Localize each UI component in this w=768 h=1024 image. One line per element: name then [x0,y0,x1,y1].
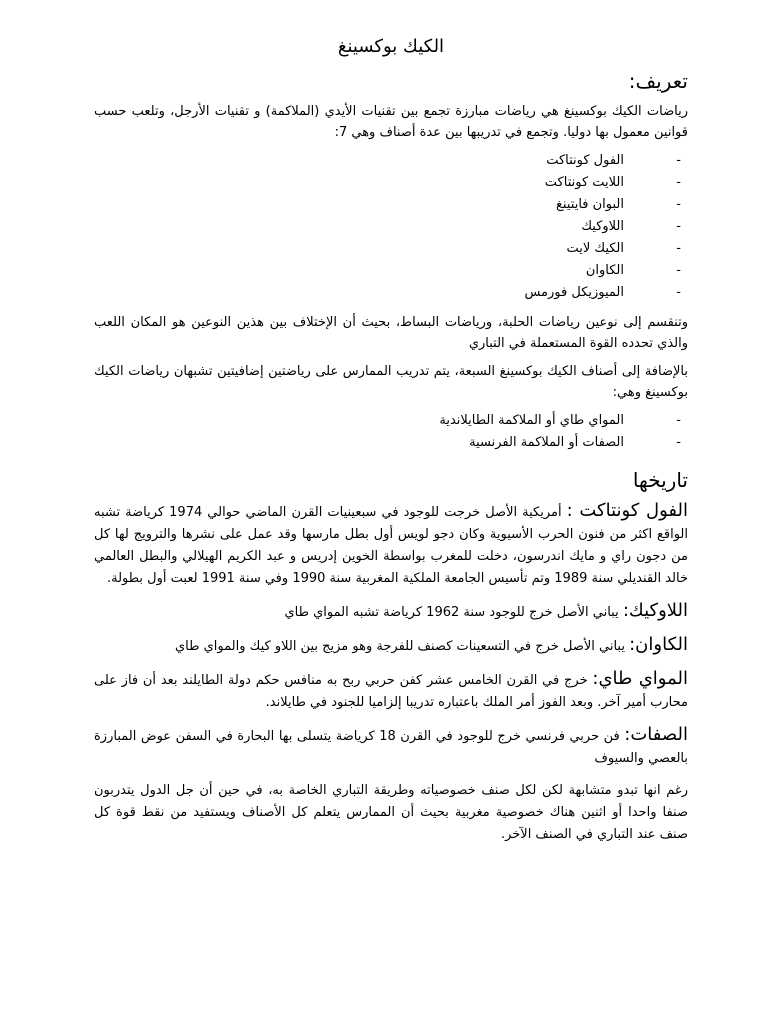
history-text: أمريكية الأصل خرجت للوجود في سبعينيات القرن الماضي حوالي 1974 كرياضة تشبه الواقع اكثر من فنون الحرب الأسيوية وكان دجو لويس أول بطل مارسها وقد عمل على نشرها والترويج لها كل من دجون راي و مايك اندرسون، دخلت للمغرب بواسطة الخوين إدريس و عبد الكريم الهيلالي والبطل العالمي خالد القنديلي سنة 1989 وتم تأسيس الجامعة الملكية المغربية سنة 1990 وفي سنة 1991 لعبت أول بطولة. [94,505,688,586]
history-text: يباني الأصل خرج للوجود سنة 1962 كرياضة تشبه المواي طاي [284,605,619,620]
history-text: فن حربي فرنسي خرج للوجود في القرن 18 كرياضة يتسلى بها البحارة في السفن عوض المبارزة بالعصي والسيوف [94,729,688,766]
history-entry [94,600,688,624]
types-list [94,150,688,304]
history-section [94,500,688,846]
list-item: - المواي طاي أو الملاكمة الطايلاندية [94,410,624,432]
history-term: الفول كونتاكت : [566,500,688,521]
extras-paragraph: بالإضافة إلى أصناف الكيك بوكسينغ السبعة، يتم تدريب الممارس على رياضتين إضافيتين تشبهان رياضات الكيك بوكسينغ وهي: [94,364,688,400]
history-entry [94,668,688,714]
list-item: - الكيك لايت [94,238,624,260]
list-item: - الفول كونتاكت [94,150,624,172]
list-item: - الصفات أو الملاكمة الفرنسية [94,432,624,454]
history-text: خرج في القرن الخامس عشر كفن حربي ربح به منافس حكم دولة الطايلند بعد أن فاز على محارب أمير آخر. وبعد الفوز أمر الملك باعتباره تدريبا إلزاميا للجنود في طايلاند. [94,673,688,710]
definition-paragraph: رياضات الكيك بوكسينغ هي رياضات مبارزة تجمع بين تقنيات الأيدي (الملاكمة) و تقنيات الأرجل، وتلعب حسب قوانين معمول بها دوليا. وتجمع في تدريبها بين عدة أصناف وهي 7: [94,104,688,140]
division-paragraph: وتنقسم إلى نوعين رياضات الحلبة، ورياضات البساط، بحيث أن الإختلاف بين هذين النوعين هو المكان اللعب والذي تحدده القوة المستعملة في التباري [94,315,688,351]
history-term: الكاوان: [629,634,688,655]
history-term: اللاوكيك: [622,600,688,621]
document-title: الكيك بوكسينغ [337,36,445,57]
history-heading: تاريخها [632,468,688,492]
list-item: - البوان فايتينغ [94,194,624,216]
list-item: - الكاوان [94,260,624,282]
list-item: - اللايت كونتاكت [94,172,624,194]
history-text: يباني الأصل خرج في التسعينات كصنف للفرجة وهو مزيج بين اللاو كيك والمواي طاي [175,639,625,654]
definition-heading: تعريف: [628,69,688,93]
history-entry [94,634,688,658]
history-term: الصفات: [624,724,688,745]
history-entry [94,724,688,770]
extras-list [94,410,688,454]
history-entry [94,500,688,590]
closing-paragraph: رغم انها تبدو متشابهة لكن لكل صنف خصوصياته وطريقة التباري الخاصة به، في حين أن جل الدول يتدربون صنفا واحدا أو اثنين هناك خصوصية مغربية بحيث أن الممارس يتعلم كل الأصناف ويستفيد من نقط قوة كل صنف عند التباري في الصنف الآخر. [94,783,688,842]
history-term: المواي طاي: [592,668,688,689]
list-item: - اللاوكيك [94,216,624,238]
list-item: - الميوزيكل فورمس [94,282,624,304]
